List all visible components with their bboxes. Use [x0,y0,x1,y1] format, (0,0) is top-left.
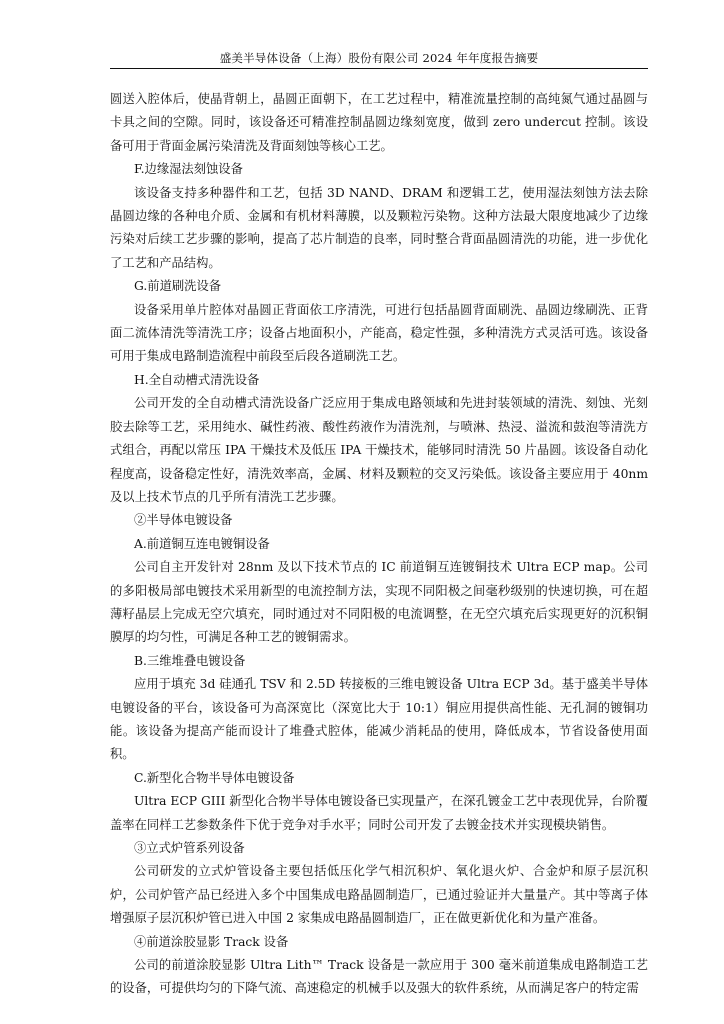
paragraph-edge-wet-etch: 该设备支持多种器件和工艺，包括 3D NAND、DRAM 和逻辑工艺，使用湿法刻蚀方法去除晶圆边缘的各种电介质、金属和有机材料薄膜，以及颗粒污染物。这种方法最大限度地减少了边缘污染对后续工艺步骤的影响，提高了芯片制造的良率，同时整合背面晶圆清洗的功能，进一步优化了工艺和产品结构。 [110,185,648,270]
paragraph-ecp-map: 公司自主开发针对 28nm 及以下技术节点的 IC 前道铜互连镀铜技术 Ultra ECP map。公司的多阳极局部电镀技术采用新型的电流控制方法，实现不同阳极之间毫秒级别的快速切换，可在超薄籽晶层上完成无空穴填充，同时通过对不同阳极的电流调整，在无空穴填充后实现更好的沉积铜膜厚的均匀性，可满足各种工艺的镀铜需求。 [110,560,648,645]
paragraph-furnace: 公司研发的立式炉管设备主要包括低压化学气相沉积炉、氧化退火炉、合金炉和原子层沉积炉，公司炉管产品已经进入多个中国集成电路晶圆制造厂，已通过验证并大量量产。其中等离子体增强原子层沉积炉管已进入中国 2 家集成电路晶圆制造厂，正在做更新优化和为量产准备。 [110,864,648,926]
paragraph-ecp-giii: Ultra ECP GIII 新型化合物半导体电镀设备已实现量产，在深孔镀金工艺中表现优异，台阶覆盖率在同样工艺参数条件下优于竞争对手水平；同时公司开发了去镀金技术并实现模块销售。 [110,794,648,832]
paragraph-wet-bench: 公司开发的全自动槽式清洗设备广泛应用于集成电路领域和先进封装领域的清洗、刻蚀、光刻胶去除等工艺，采用纯水、碱性药液、酸性药液作为清洗剂，与喷淋、热浸、溢流和鼓泡等清洗方式组合，再配以常压 IPA 干燥技术及低压 IPA 干燥技术，能够同时清洗 50 片晶圆。该设备自动化程度高，设备稳定性好，清洗效率高，金属、材料及颗粒的交叉污染低。该设备主要应用于 40nm 及以上技术节点的几乎所有清洗工艺步骤。 [110,396,648,504]
section-heading-b: B.三维堆叠电镀设备 [134,653,246,668]
section-heading-track: ④前道涂胶显影 Track 设备 [134,934,289,949]
paragraph-track: 公司的前道涂胶显影 Ultra Lith™ Track 设备是一款应用于 300 毫米前道集成电路制造工艺的设备，可提供均匀的下降气流、高速稳定的机械手以及强大的软件系统，从而满足客户的特定需 [110,958,648,996]
document-body [110,88,648,1001]
section-heading-a: A.前道铜互连电镀铜设备 [134,536,270,551]
section-heading-plating: ②半导体电镀设备 [134,513,233,528]
section-heading-f: F.边缘湿法刻蚀设备 [134,162,243,177]
header-divider [110,68,648,69]
page-header: 盛美半导体设备（上海）股份有限公司 2024 年年度报告摘要 [219,51,539,65]
paragraph-ecp-3d: 应用于填充 3d 硅通孔 TSV 和 2.5D 转接板的三维电镀设备 Ultra ECP 3d。基于盛美半导体电镀设备的平台，该设备可为高深宽比（深宽比大于 10:1）铜应用提供高性能、无孔洞的镀铜功能。该设备为提高产能而设计了堆叠式腔体，能减少消耗品的使用，降低成本，节省设备使用面积。 [110,677,648,762]
paragraph-front-scrubber: 设备采用单片腔体对晶圆正背面依工序清洗，可进行包括晶圆背面刷洗、晶圆边缘刷洗、正背面二流体清洗等清洗工序；设备占地面积小，产能高，稳定性强，多种清洗方式灵活可选。该设备可用于集成电路制造流程中前段至后段各道刷洗工艺。 [110,302,648,364]
section-heading-g: G.前道刷洗设备 [134,279,222,294]
section-heading-furnace: ③立式炉管系列设备 [134,841,245,855]
paragraph-continued: 圆送入腔体后，使晶背朝上，晶圆正面朝下，在工艺过程中，精准流量控制的高纯氮气通过晶圆与卡具之间的空隙。同时，该设备还可精准控制晶圆边缘刻宽度，做到 zero undercut 控制。该设备可用于背面金属污染清洗及背面刻蚀等核心工艺。 [110,92,648,153]
section-heading-h: H.全自动槽式清洗设备 [134,372,260,387]
section-heading-c: C.新型化合物半导体电镀设备 [134,770,295,785]
